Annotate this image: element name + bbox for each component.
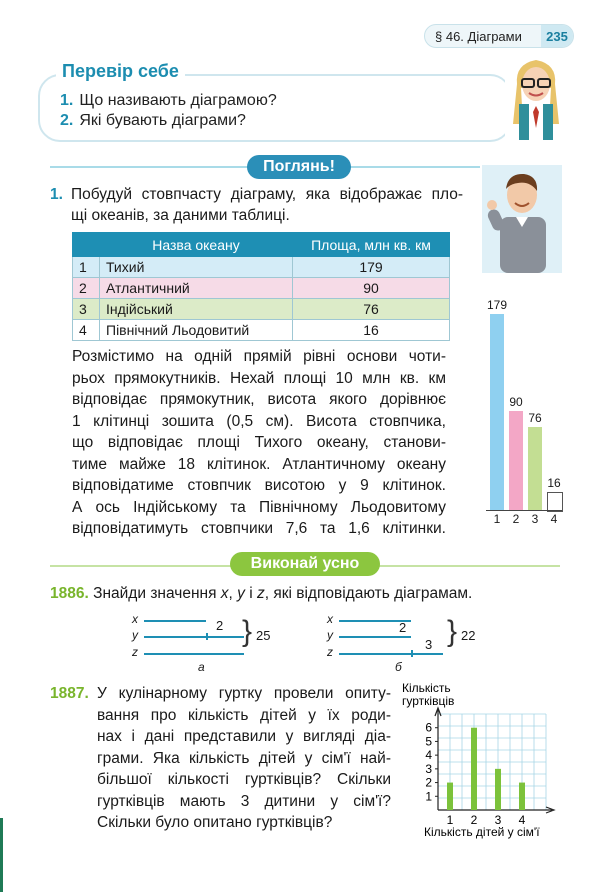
paragraph-line: відповідатиме стовпчик висотою у 9 клітинок. [72,477,446,494]
check-yourself-title: Перевір себе [56,61,185,82]
segment-diagram-a [130,612,290,676]
diag-a-number: 2 [216,618,224,633]
row-ocean-name: Індійський [100,299,293,320]
ocean-baseline [486,510,562,511]
task-1887-line: гуртківців мають 3 дитини у сім'ї? [97,792,391,810]
page-number: 235 [541,25,573,47]
row-ocean-name: Тихий [100,257,293,278]
table-header-name: Назва океану [100,233,293,257]
question-1-text: Що називають діаграмою? [79,92,277,109]
row-index: 4 [73,320,100,341]
row-ocean-name: Атлантичний [100,278,293,299]
paragraph-line: Розмістимо на одній прямій рівні основи чоти- [72,348,446,365]
ocean-bar-value-label: 90 [509,395,523,410]
task-1-line-2: щі океанів, за даними таблиці. [71,207,290,224]
question-1 [60,92,277,110]
page-header [424,24,574,48]
task-1886-var-x: x [220,585,229,602]
question-2-number: 2. [60,112,74,129]
diag-b-brace: } [447,615,458,648]
x-tick-label: 1 [446,813,454,827]
oral-badge: Виконай усно [230,552,380,576]
task-1887-line: грами. Яка кількість дітей у сім'ї най- [97,749,391,767]
diag-a-brace: } [242,615,253,648]
diag-a-x-line [144,620,206,622]
ocean-bar-chart [480,300,560,530]
table-row [73,299,450,320]
ocean-bar-value-label: 16 [547,476,561,491]
row-ocean-area: 76 [293,299,450,320]
children-bar [495,769,501,810]
paragraph-line: 1 клітинці зошита (0,5 см). Висота стовпчика, [72,412,446,430]
diag-a-z-label: z [132,645,138,659]
task-1887-line: більшої кількості гуртківців? Скільки [97,771,391,788]
task-1887-line: вання про кількість дітей у їх роди- [97,706,391,724]
ocean-bar [528,427,542,510]
page-edge-strip [0,818,3,892]
ocean-bar [490,314,504,510]
ocean-table [72,232,450,341]
task-1886-var-z: z [256,585,265,602]
y-tick-label: 6 [425,720,432,735]
task-1886-text-pre: Знайди значення [93,585,221,602]
ocean-bar-value-label: 76 [528,410,542,425]
diag-b-y-line [339,636,411,638]
paragraph-line: відповідатимуть стовпчики 7,6 та 1,6 клітинки. [72,520,446,537]
task-1887-line: У кулінарному гуртку провели опиту- [97,685,391,702]
ocean-axis-label: 2 [512,512,520,526]
question-2 [60,112,246,130]
y-tick-label: 3 [425,761,432,776]
table-header-area: Площа, млн кв. км [293,233,450,257]
x-tick-label: 3 [494,813,502,827]
children-bar [471,728,477,810]
row-index: 2 [73,278,100,299]
task-1886-sep: , [228,585,238,602]
row-index: 3 [73,299,100,320]
ocean-axis-label: 4 [550,512,558,526]
task-1886 [50,583,560,605]
y-tick-label: 2 [425,775,432,790]
diag-b-caption: б [395,660,402,674]
segment-diagram-b [325,612,495,676]
y-tick-label: 4 [425,748,432,763]
explanation-paragraph [72,346,446,540]
task-1886-var-y: y [237,585,245,602]
paragraph-line: відповідає прямокутник, висота якого дорівнює [72,391,446,408]
row-ocean-name: Північний Льодовитий [100,320,293,341]
children-bar-chart [400,678,570,840]
look-badge: Поглянь! [247,155,351,179]
task-1887-num: 1887. [50,685,89,702]
task-1886-mid: і [244,585,257,602]
children-bar [519,783,525,810]
task-1-line-1: Побудуй стовпчасту діаграму, яка відображає пло- [71,186,463,203]
diag-b-z-tick [411,650,413,657]
diag-b-z-line [339,653,443,655]
diag-b-number-2: 3 [425,637,433,652]
row-ocean-area: 90 [293,278,450,299]
ocean-axis-label: 3 [531,512,539,526]
table-row [73,320,450,341]
y-axis-title-line-2: гуртківців [402,694,455,708]
task-1887-text [97,683,391,834]
row-ocean-area: 16 [293,320,450,341]
table-header-row [73,233,450,257]
row-ocean-area: 179 [293,257,450,278]
x-axis-title: Кількість дітей у сім'ї [424,825,540,839]
task-1886-text-post: , які відповідають діаграмам. [264,585,473,602]
y-tick-label: 5 [425,734,432,749]
x-tick-label: 4 [518,813,526,827]
question-2-text: Які бувають діаграми? [79,112,246,129]
ocean-bar-value-label: 179 [486,298,508,312]
girl-illustration [505,54,567,140]
ocean-axis-label: 1 [493,512,501,526]
paragraph-line: А ось Індійському та Північному Льодовитому [72,498,446,516]
x-tick-label: 2 [470,813,478,827]
boy-illustration [482,165,562,273]
diag-b-number-1: 2 [399,620,407,635]
table-row [73,257,450,278]
row-index: 1 [73,257,100,278]
diag-a-z-line [144,653,244,655]
question-1-number: 1. [60,92,74,109]
diag-a-caption: а [198,660,205,674]
table-header-index [73,233,100,257]
children-bar [447,783,453,810]
diag-b-z-label: z [327,645,333,659]
diag-a-y-line [144,636,244,638]
task-1887-line: нах і дані представили у вигляді діа- [97,728,391,745]
diag-b-total: 22 [461,628,476,643]
paragraph-line: рьох прямокутників. Нехай площі 10 млн кв. км [72,369,446,387]
task-1887-line: Скільки було опитано гуртківців? [97,814,333,831]
paragraph-line: що відповідає площі Тихого океану, станови- [72,434,446,451]
diag-a-x-label: x [132,612,138,626]
y-tick-label: 1 [425,789,432,804]
diag-b-x-label: x [327,612,333,626]
task-1-num: 1. [50,186,63,203]
diag-a-y-tick [206,633,208,640]
task-1-number [50,184,63,206]
y-axis-title-line-1: Кількість [402,681,451,695]
task-1887-number [50,683,89,705]
paragraph-line: тиме майже 18 клітинок. Атлантичному океану [72,455,446,473]
section-title: § 46. Діаграми [435,28,522,44]
diag-a-total: 25 [256,628,271,643]
table-row [73,278,450,299]
task-1886-number: 1886. [50,585,89,602]
diag-a-y-label: y [132,628,138,642]
diag-b-y-label: y [327,628,333,642]
ocean-bar [509,411,523,510]
